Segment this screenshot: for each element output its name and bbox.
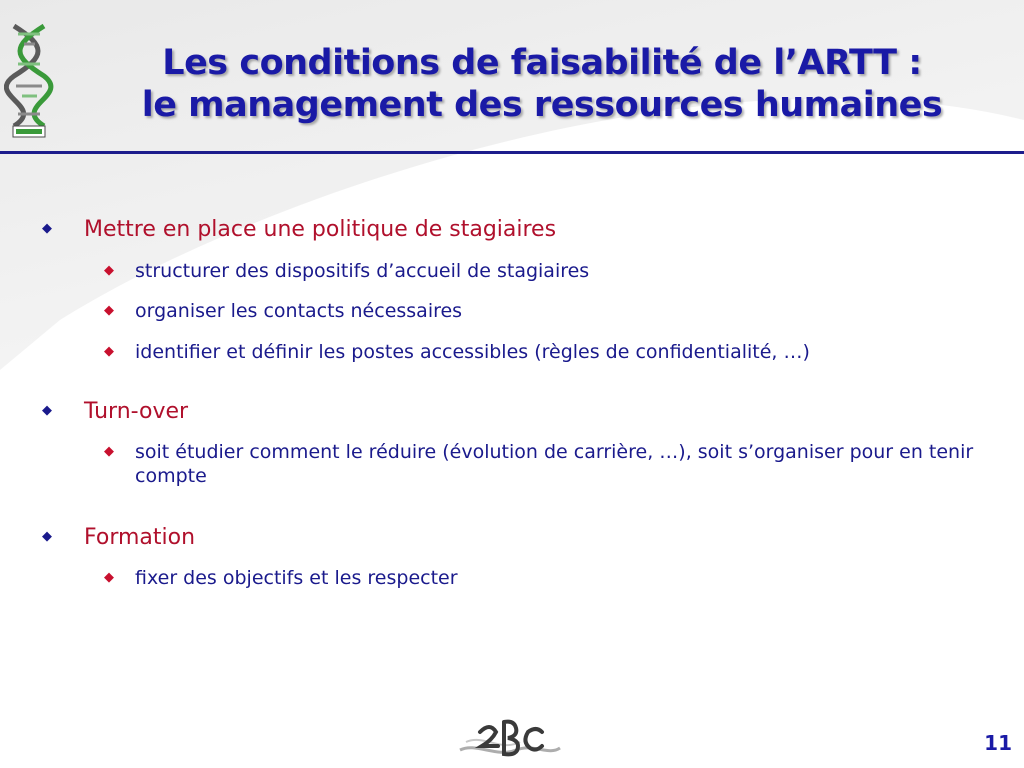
diamond-bullet-icon: ◆: [104, 344, 114, 359]
diamond-bullet-icon: ◆: [42, 403, 52, 418]
page-number: 11: [984, 731, 1012, 755]
section-heading-text: Turn-over: [84, 399, 189, 424]
list-item-text: structurer des dispositifs d’accueil de stagiaires: [135, 260, 590, 282]
list-item-text: soit étudier comment le réduire (évolution de carrière, …), soit s’organiser pour en tenir compte: [135, 441, 974, 487]
list-item: [104, 440, 984, 488]
section-heading-stagiaires: [40, 216, 556, 243]
list-item-text: identifier et définir les postes accessibles (règles de confidentialité, …): [135, 341, 810, 363]
list-item-text: fixer des objectifs et les respecter: [135, 567, 458, 589]
title-line-1: Les conditions de faisabilité de l’ARTT :: [162, 43, 922, 83]
section-heading-text: Formation: [84, 525, 196, 550]
section-heading-turnover: [40, 398, 188, 425]
list-item-text: organiser les contacts nécessaires: [135, 300, 463, 322]
list-item: [104, 299, 1004, 323]
diamond-bullet-icon: ◆: [42, 221, 52, 236]
2bc-logo: [456, 712, 564, 764]
list-item: [104, 340, 1004, 364]
diamond-bullet-icon: ◆: [104, 444, 114, 459]
diamond-bullet-icon: ◆: [104, 263, 114, 278]
list-item: [104, 566, 1004, 590]
title-line-2: le management des ressources humaines: [141, 85, 943, 125]
diamond-bullet-icon: ◆: [104, 570, 114, 585]
list-item: [104, 259, 1004, 283]
section-heading-text: Mettre en place une politique de stagiaires: [84, 217, 557, 242]
section-heading-formation: [40, 524, 195, 551]
diamond-bullet-icon: ◆: [104, 303, 114, 318]
diamond-bullet-icon: ◆: [42, 529, 52, 544]
